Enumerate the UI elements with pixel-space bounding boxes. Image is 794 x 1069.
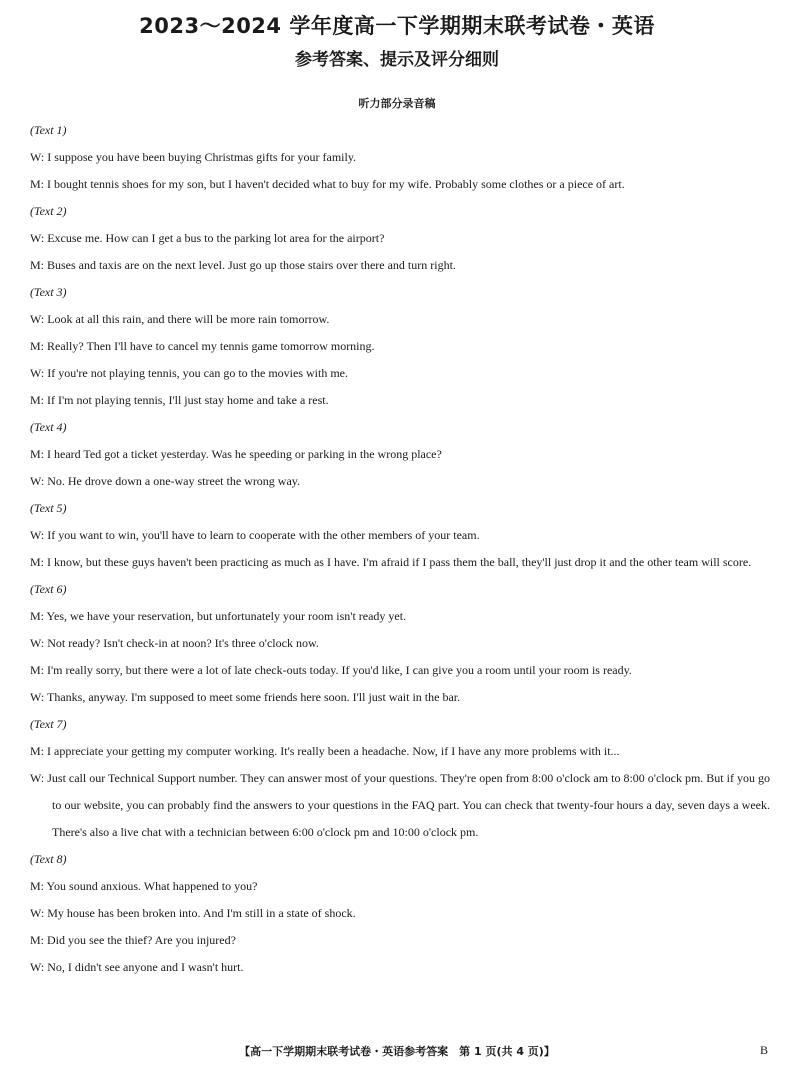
dialogue-line: M: Buses and taxis are on the next level. Just go up those stairs over there and turn right. — [30, 258, 456, 272]
text-label: (Text 4) — [30, 420, 67, 434]
dialogue-line: M: I'm really sorry, but there were a lot of late check-outs today. If you'd like, I can give you a room until your room is ready. — [30, 663, 632, 677]
text-label: (Text 5) — [30, 501, 67, 515]
text-label: (Text 8) — [30, 852, 67, 866]
dialogue-line: M: Yes, we have your reservation, but unfortunately your room isn't ready yet. — [30, 609, 407, 623]
text-label: (Text 7) — [30, 717, 67, 731]
dialogue-line: M: I appreciate your getting my computer working. It's really been a headache. Now, if I have any more problems with it... — [30, 744, 620, 758]
dialogue-line: M: If I'm not playing tennis, I'll just stay home and take a rest. — [30, 393, 329, 407]
dialogue-line: M: Did you see the thief? Are you injured? — [30, 933, 236, 947]
dialogue-line: W: I suppose you have been buying Christmas gifts for your family. — [30, 150, 357, 164]
text-label: (Text 2) — [30, 204, 67, 218]
dialogue-line: M: Really? Then I'll have to cancel my tennis game tomorrow morning. — [30, 339, 375, 353]
section-heading: 听力部分录音稿 — [358, 97, 436, 110]
text-label: (Text 1) — [30, 123, 67, 137]
dialogue-line: W: Not ready? Isn't check-in at noon? It's three o'clock now. — [30, 636, 319, 650]
dialogue-line: M: You sound anxious. What happened to you? — [30, 879, 258, 893]
text-label: (Text 3) — [30, 285, 67, 299]
dialogue-line: W: No. He drove down a one-way street the wrong way. — [30, 474, 301, 488]
dialogue-line: W: Look at all this rain, and there will be more rain tomorrow. — [30, 312, 330, 326]
version-mark: B — [759, 1043, 768, 1057]
transcript-body — [30, 117, 770, 981]
page-footer: 【高一下学期期末联考试卷・英语参考答案 第 1 页(共 4 页)】 — [239, 1045, 555, 1058]
dialogue-line: W: If you're not playing tennis, you can go to the movies with me. — [30, 366, 348, 380]
dialogue-line: W: No, I didn't see anyone and I wasn't hurt. — [30, 960, 244, 974]
dialogue-line: M: I bought tennis shoes for my son, but I haven't decided what to buy for my wife. Probably some clothes or a piece of art. — [30, 177, 625, 191]
dialogue-line: W: Just call our Technical Support number. They can answer most of your questions. They're open from 8:00 o'clock am to 8:00 o'clock pm. But if you go to our website, you can probably find the answers to your questions in the FAQ part. You can check that twenty-four hours a day, seven days a week. There's also a live chat with a technician between 6:00 o'clock pm and 10:00 o'clock pm. — [30, 771, 770, 839]
dialogue-line: W: Thanks, anyway. I'm supposed to meet some friends here soon. I'll just wait in the bar. — [30, 690, 461, 704]
dialogue-line: W: Excuse me. How can I get a bus to the parking lot area for the airport? — [30, 231, 385, 245]
dialogue-line: M: I heard Ted got a ticket yesterday. Was he speeding or parking in the wrong place? — [30, 447, 442, 461]
dialogue-line: M: I know, but these guys haven't been practicing as much as I have. I'm afraid if I pass them the ball, they'll just drop it and the other team will score. — [30, 555, 752, 569]
page-title: 2023～2024 学年度高一下学期期末联考试卷・英语 — [139, 14, 655, 38]
page-subtitle: 参考答案、提示及评分细则 — [295, 50, 499, 70]
text-label: (Text 6) — [30, 582, 67, 596]
dialogue-line: W: My house has been broken into. And I'm still in a state of shock. — [30, 906, 356, 920]
dialogue-line: W: If you want to win, you'll have to learn to cooperate with the other members of your team. — [30, 528, 480, 542]
